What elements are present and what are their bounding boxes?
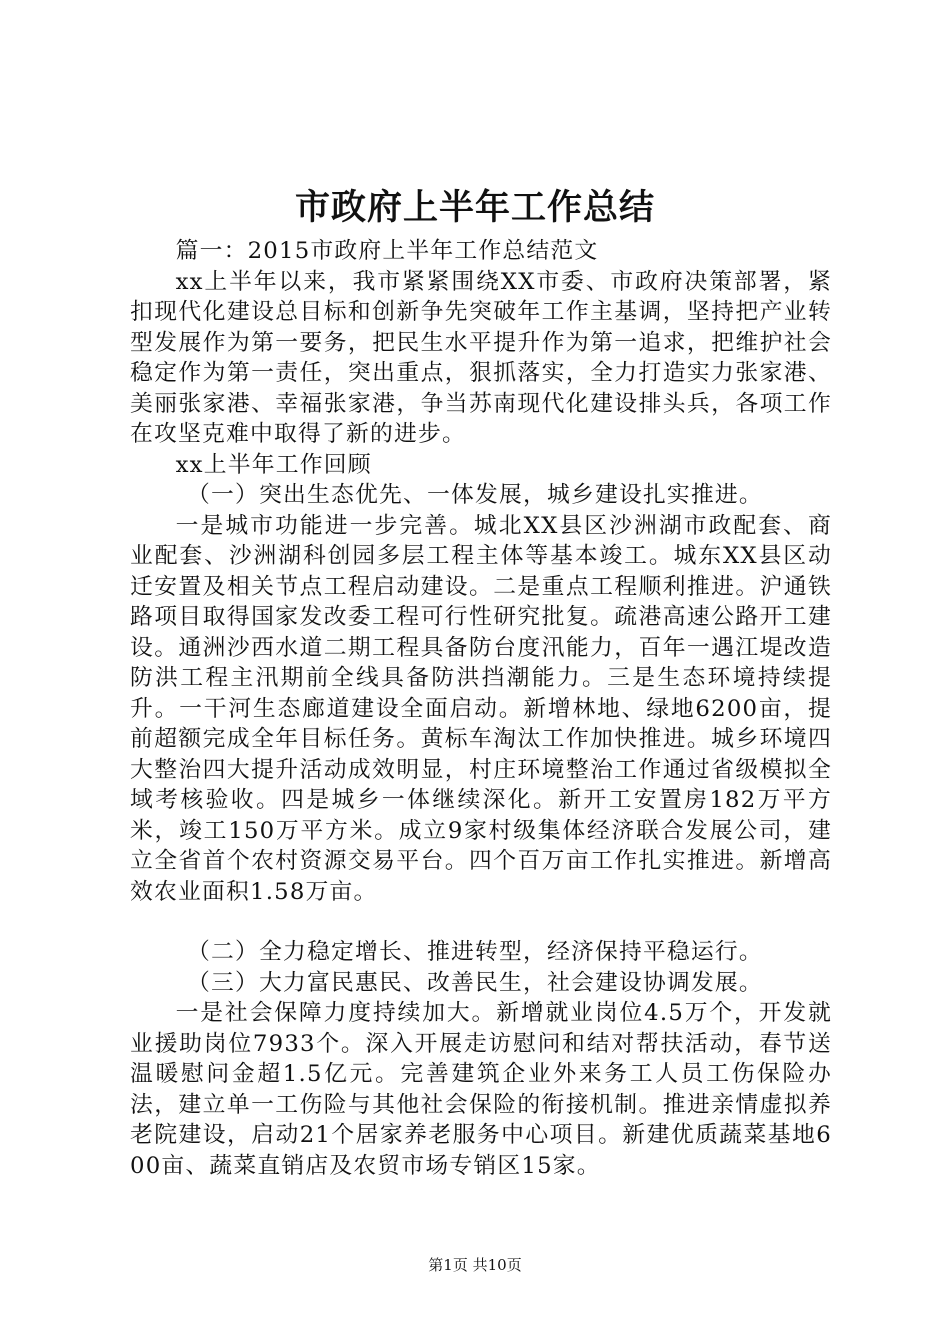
paragraph-review-heading: xx上半年工作回顾 bbox=[175, 451, 372, 478]
paragraph-section-3-heading: （三）大力富民惠民、改善民生，社会建设协调发展。 bbox=[187, 969, 763, 996]
paragraph-intro: xx上半年以来，我市紧紧围绕XX市委、市政府决策部署，紧扣现代化建设总目标和创新争先突破年工作主基调，坚持把产业转型发展作为第一要务，把民生水平提升作为第一追求，把维护社会稳定作为第一责任，突出重点，狠抓落实，全力打造实力张家港、美丽张家港、幸福张家港，争当苏南现代化建设排头兵，各项工作在攻坚克难中取得了新的进步。 bbox=[130, 268, 832, 447]
document-body bbox=[130, 236, 832, 1181]
paragraph-section-1-body: 一是城市功能进一步完善。城北XX县区沙洲湖市政配套、商业配套、沙洲湖科创园多层工程主体等基本竣工。城东XX县区动迁安置及相关节点工程启动建设。二是重点工程顺利推进。沪通铁路项目取得国家发改委工程可行性研究批复。疏港高速公路开工建设。通洲沙西水道二期工程具备防台度汛能力，百年一遇江堤改造防洪工程主汛期前全线具备防洪挡潮能力。三是生态环境持续提升。一干河生态廊道建设全面启动。新增林地、绿地6200亩，提前超额完成全年目标任务。黄标车淘汰工作加快推进。城乡环境四大整治四大提升活动成效明显，村庄环境整治工作通过省级模拟全域考核验收。四是城乡一体继续深化。新开工安置房182万平方米，竣工150万平方米。成立9家村级集体经济联合发展公司，建立全省首个农村资源交易平台。四个百万亩工作扎实推进。新增高效农业面积1.58万亩。 bbox=[130, 512, 832, 905]
document-title: 市政府上半年工作总结 bbox=[294, 187, 655, 228]
paragraph-section-1-heading: （一）突出生态优先、一体发展，城乡建设扎实推进。 bbox=[187, 482, 763, 508]
page-footer: 第1页 共10页 bbox=[428, 1256, 522, 1274]
paragraph-section-3-body: 一是社会保障力度持续加大。新增就业岗位4.5万个，开发就业援助岗位7933个。深入开展走访慰问和结对帮扶活动，春节送温暖慰问金超1.5亿元。完善建筑企业外来务工人员工伤保险办法，建立单一工伤险与其他社会保险的衔接机制。推进亲情虚拟养老院建设，启动21个居家养老服务中心项目。新建优质蔬菜基地600亩、蔬菜直销店及农贸市场专销区15家。 bbox=[130, 1000, 832, 1179]
paragraph-section-2-heading: （二）全力稳定增长、推进转型，经济保持平稳运行。 bbox=[187, 939, 763, 965]
paragraph-subtitle: 篇一：2015市政府上半年工作总结范文 bbox=[175, 238, 599, 264]
